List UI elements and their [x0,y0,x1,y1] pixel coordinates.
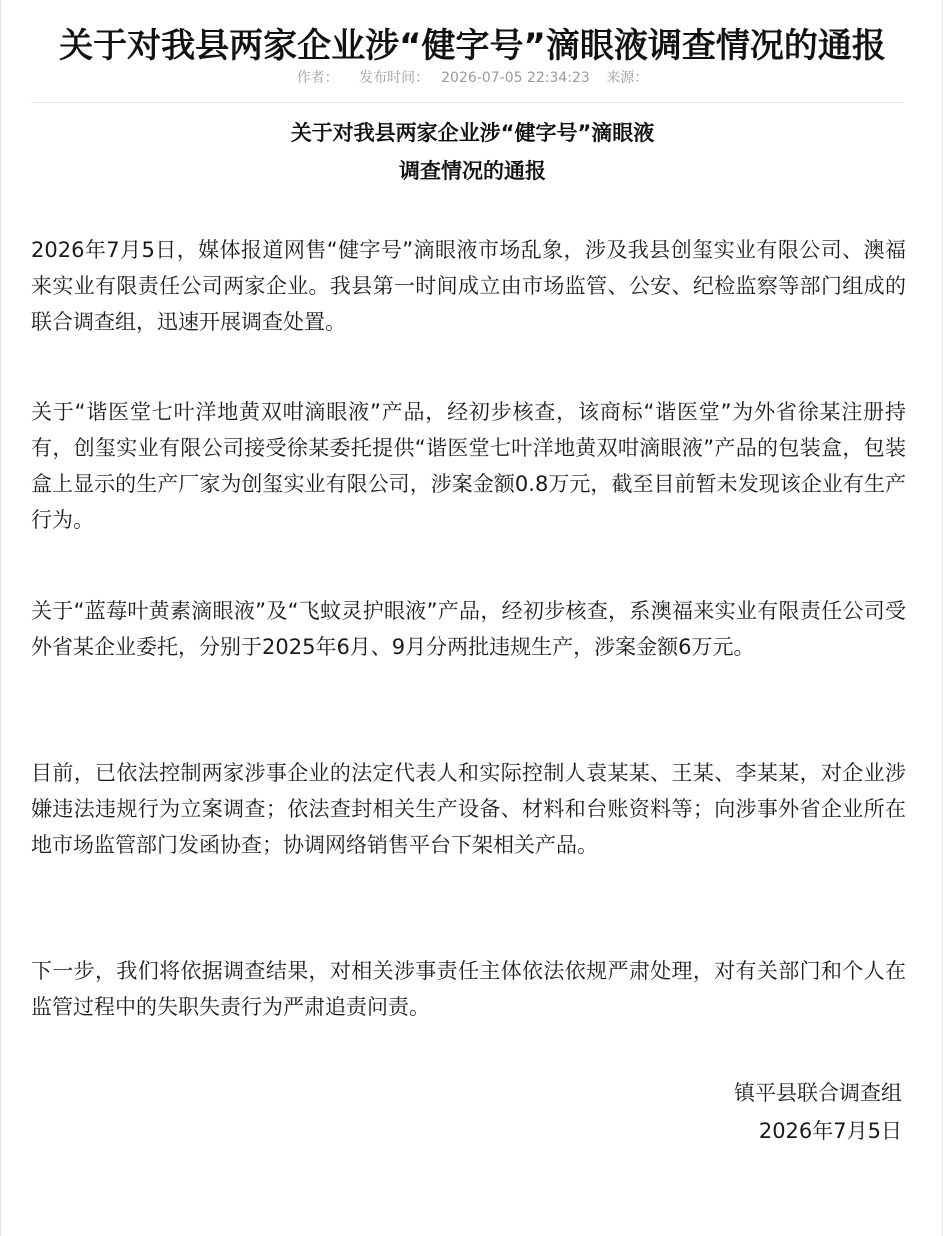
paragraph-2: 关于“谐医堂七叶洋地黄双咁滴眼液”产品，经初步核查，该商标“谐医堂”为外省徐某注册持有，创玺实业有限公司接受徐某委托提供“谐医堂七叶洋地黄双咁滴眼液”产品的包装盒，包装盒上显示的生产厂家为创玺实业有限公司，涉案金额0.8万元，截至目前暂未发现该企业有生产行为。 [31,400,906,532]
issue-date: 2026年7月5日 [758,1119,902,1143]
author-label: 作者： [296,70,339,86]
paragraph-3: 关于“蓝莓叶黄素滴眼液”及“飞蚊灵护眼液”产品，经初步核查，系澳福来实业有限责任公司受外省某企业委托，分别于2025年6月、9月分两批违规生产，涉案金额6万元。 [31,599,906,659]
document-title-line-2: 调查情况的通报 [399,159,546,183]
paragraph-5: 下一步，我们将依据调查结果，对相关涉事责任主体依法依规严肃处理，对有关部门和个人在监管过程中的失职失责行为严肃追责问责。 [31,959,906,1019]
header-divider [31,102,904,103]
publish-time: 2026-07-05 22:34:23 [441,70,590,86]
document-title-line-1: 关于对我县两家企业涉“健字号”滴眼液 [290,121,655,145]
article-meta [1,67,943,89]
article-headline: 关于对我县两家企业涉“健字号”滴眼液调查情况的通报 [59,26,886,66]
source-label: 来源： [606,70,649,86]
issuer-name: 镇平县联合调查组 [734,1081,902,1105]
paragraph-1: 2026年7月5日，媒体报道网售“健字号”滴眼液市场乱象，涉及我县创玺实业有限公司、澳福来实业有限责任公司两家企业。我县第一时间成立由市场监管、公安、纪检监察等部门组成的联合调查组，迅速开展调查处置。 [31,238,906,334]
document-title [1,114,943,190]
signature-block [734,1074,902,1150]
publish-time-label: 发布时间： [359,70,430,86]
paragraph-4: 目前，已依法控制两家涉事企业的法定代表人和实际控制人袁某某、王某、李某某，对企业涉嫌违法违规行为立案调查；依法查封相关生产设备、材料和台账资料等；向涉事外省企业所在地市场监管部门发函协查；协调网络销售平台下架相关产品。 [31,761,906,857]
